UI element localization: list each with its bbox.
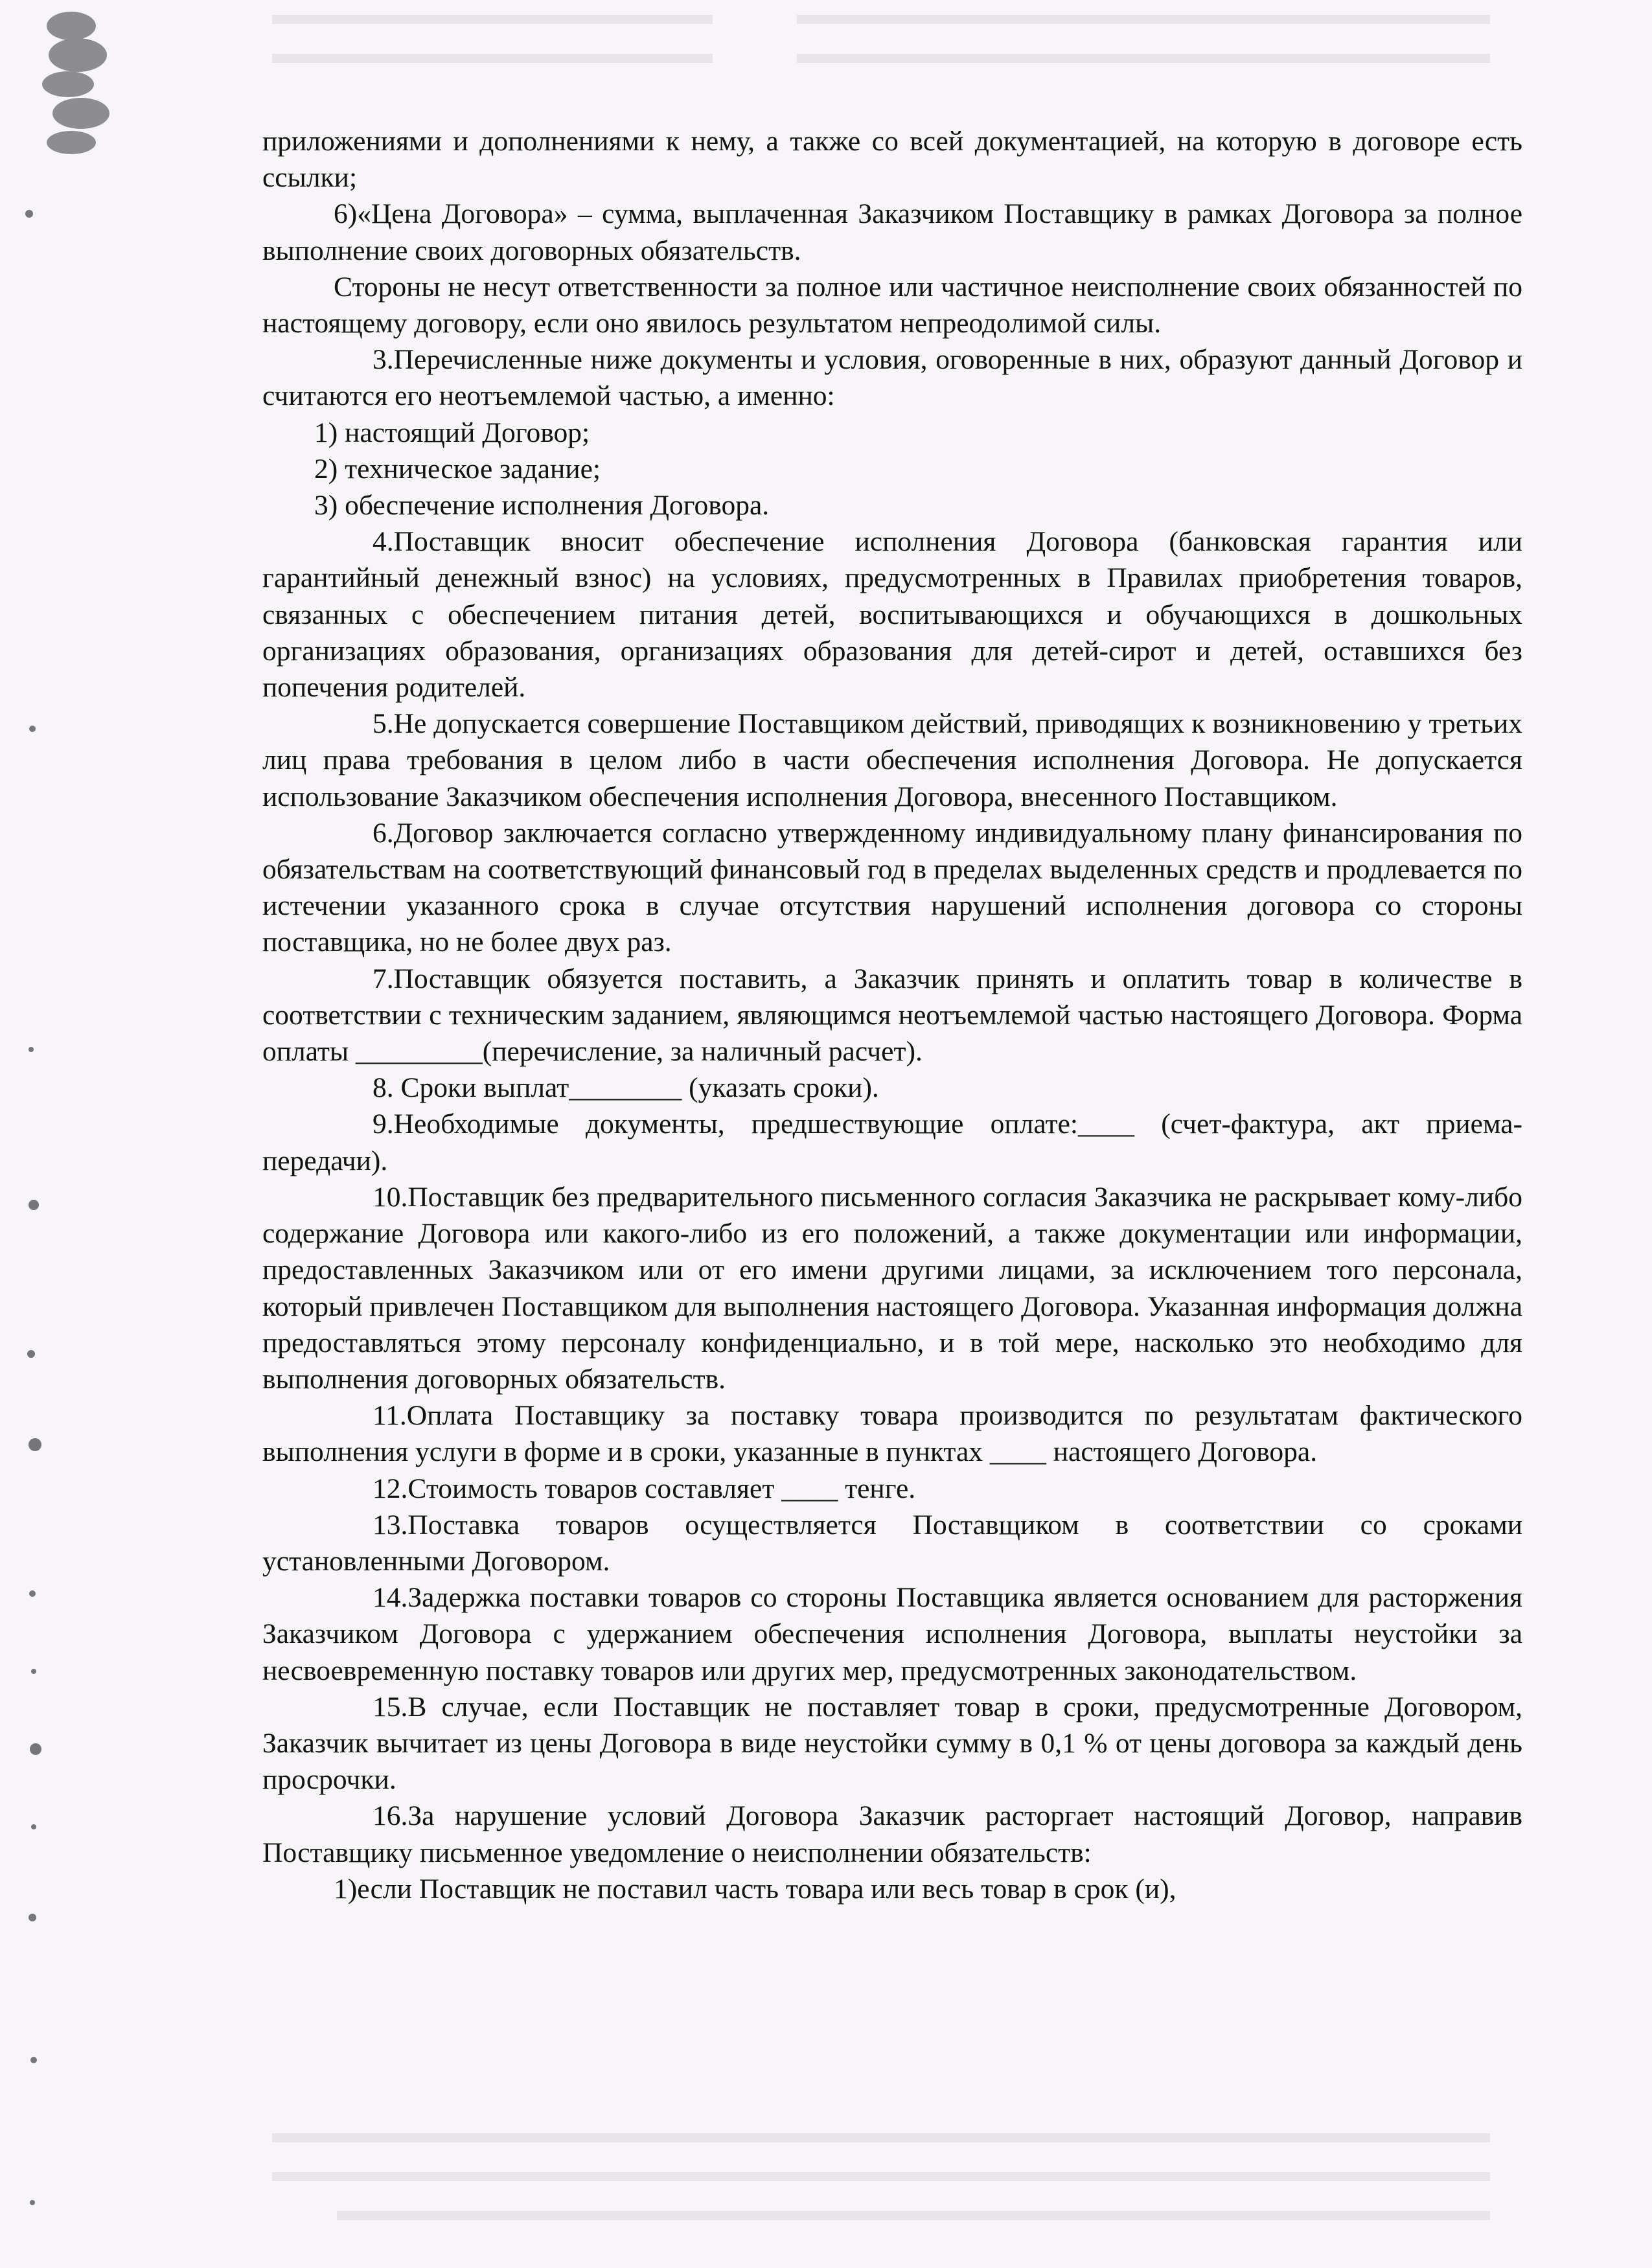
paragraph-3-documents: 3.Перечисленные ниже документы и условия, оговоренные в них, образуют данный Договор и считаются его неотъемлемой частью, а именно:: [262, 344, 1522, 412]
paragraph-10-confidentiality: 10.Поставщик без предварительного письменного согласия Заказчика не раскрывает кому-либо содержание Договора или какого-либо из его положений, а также документации или информации, предоставленных Заказчиком или от его имени другими лицами, за исключением того персонала, который привлечен Поставщиком для выполнения настоящего Договора. Указанная информация должна предоставляться этому персоналу конфиденциально, и в той мере, насколько это необходимо для выполнения договорных обязательств.: [262, 1181, 1523, 1395]
paragraph-14-delay: 14.Задержка поставки товаров со стороны Поставщика является основанием для расторжения Заказчиком Договора с удержанием обеспечения исполнения Договора, выплаты неустойки за несвоевременную поставку товаров или других мер, предусмотренных законодательством.: [262, 1582, 1522, 1686]
paragraph-11-payment: 11.Оплата Поставщику за поставку товара производится по результатам фактического выполнения услуги в форме и в сроки, указанные в пунктах ____ настоящего Договора.: [262, 1400, 1522, 1468]
list-item-contract: 1) настоящий Договор;: [314, 417, 590, 448]
paragraph-4-security-deposit: 4.Поставщик вносит обеспечение исполнения Договора (банковская гарантия или гарантийный денежный взнос) на условиях, предусмотренных в Правилах приобретения товаров, связанных с обеспечением питания детей, воспитывающихся и обучающихся в дошкольных организациях образования, организациях образования для детей-сирот и детей, оставшихся без попечения родителей.: [262, 526, 1522, 704]
paragraph-9-required-documents: 9.Необходимые документы, предшествующие оплате:____ (счет-фактура, акт приема-передачи).: [262, 1108, 1522, 1176]
list-item-technical-spec: 2) техническое задание;: [314, 453, 601, 485]
paragraph-attachments: приложениями и дополнениями к нему, а также со всей документацией, на которую в договоре есть ссылки;: [262, 126, 1522, 194]
paragraph-16-item-1: 1)если Поставщик не поставил часть товара или весь товар в срок (и),: [334, 1873, 1176, 1905]
paragraph-force-majeure: Стороны не несут ответственности за полное или частичное неисполнение своих обязанностей по настоящему договору, если оно явилось результатом непреодолимой силы.: [262, 271, 1522, 339]
paragraph-5-third-party-claims: 5.Не допускается совершение Поставщиком действий, приводящих к возникновению у третьих лиц права требования в целом либо в части обеспечения исполнения Договора. Не допускается использование Заказчиком обеспечения исполнения Договора, внесенного Поставщиком.: [262, 708, 1522, 812]
paragraph-16-termination: 16.За нарушение условий Договора Заказчик расторгает настоящий Договор, направив Поставщику письменное уведомление о неисполнении обязательств:: [262, 1800, 1522, 1868]
paragraph-13-delivery: 13.Поставка товаров осуществляется Поставщиком в соответствии со сроками установленными Договором.: [262, 1509, 1522, 1577]
list-item-performance-security: 3) обеспечение исполнения Договора.: [314, 490, 770, 521]
paragraph-contract-price: 6)«Цена Договора» – сумма, выплаченная Заказчиком Поставщику в рамках Договора за полное выполнение своих договорных обязательств.: [262, 198, 1522, 266]
paragraph-12-cost: 12.Стоимость товаров составляет ____ тенге.: [373, 1472, 916, 1504]
paragraph-8-payment-terms: 8. Сроки выплат________ (указать сроки).: [373, 1072, 879, 1104]
paragraph-7-payment-form: 7.Поставщик обязуется поставить, а Заказчик принять и оплатить товар в количестве в соответствии с техническим заданием, являющимся неотъемлемой частью настоящего Договора. Форма оплаты _________(перечисление, за наличный расчет).: [262, 963, 1522, 1068]
paragraph-15-penalty: 15.В случае, если Поставщик не поставляет товар в сроки, предусмотренные Договором, Заказчик вычитает из цены Договора в виде неустойки сумму в 0,1 % от цены договора за каждый день просрочки.: [262, 1691, 1522, 1796]
document-body: [262, 123, 1522, 1907]
paragraph-6-financing-plan: 6.Договор заключается согласно утвержденному индивидуальному плану финансирования по обязательствам на соответствующий финансовый год в пределах выделенных средств и продлевается по истечении указанного срока в случае отсутствия нарушений исполнения договора со стороны поставщика, но не более двух раз.: [262, 817, 1522, 958]
